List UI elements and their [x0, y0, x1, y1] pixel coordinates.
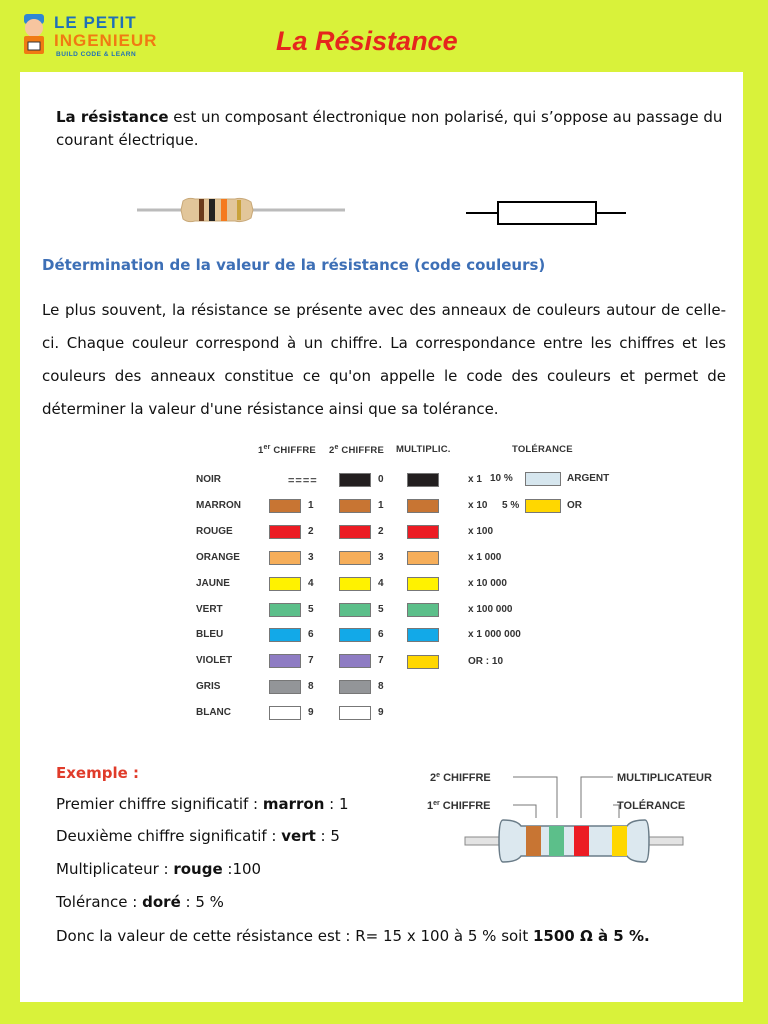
first-digit-value-marron: 1	[308, 500, 314, 511]
second-digit-swatch-blanc	[339, 706, 371, 720]
diagram-band-1	[526, 826, 541, 856]
page-title: La Résistance	[276, 26, 458, 56]
header-first-digit: 1er CHIFFRE	[258, 444, 316, 457]
first-digit-value-rouge: 2	[308, 526, 314, 537]
color-code-table	[20, 72, 743, 732]
first-digit-value-bleu: 6	[308, 629, 314, 640]
second-digit-value-marron: 1	[378, 500, 384, 511]
mult-swatch-jaune	[407, 577, 439, 591]
color-name-orange: ORANGE	[196, 552, 240, 563]
first-digit-value-violet: 7	[308, 655, 314, 666]
example-line-1: Premier chiffre significatif : marron : 1	[56, 795, 349, 813]
noir-first-digit: ====	[288, 475, 318, 487]
second-digit-value-bleu: 6	[378, 629, 384, 640]
mult-swatch-rouge	[407, 525, 439, 539]
logo-tagline: BUILD CODE & LEARN	[56, 51, 137, 58]
first-digit-value-blanc: 9	[308, 707, 314, 718]
color-name-noir: NOIR	[196, 474, 221, 485]
content-card	[20, 72, 743, 1002]
mult-swatch-marron	[407, 499, 439, 513]
mult-value-noir: x 1	[468, 474, 482, 485]
header-tolerance: TOLÉRANCE	[512, 444, 573, 455]
second-digit-value-gris: 8	[378, 681, 384, 692]
first-digit-swatch-vert	[269, 603, 301, 617]
example-title: Exemple :	[56, 764, 139, 782]
first-digit-swatch-blanc	[269, 706, 301, 720]
first-digit-value-orange: 3	[308, 552, 314, 563]
label-tolerance: TOLÉRANCE	[617, 800, 686, 812]
resistor-band-diagram	[425, 762, 725, 892]
second-digit-value-blanc: 9	[378, 707, 384, 718]
example-line-4: Tolérance : doré : 5 %	[56, 893, 224, 911]
section-heading: Détermination de la valeur de la résistance (code couleurs)	[42, 256, 546, 274]
tolerance-pct-argent: 10 %	[490, 473, 513, 484]
tolerance-swatch-or	[525, 499, 561, 513]
second-digit-value-orange: 3	[378, 552, 384, 563]
label-first-digit: 1er CHIFFRE	[427, 800, 491, 812]
second-digit-swatch-orange	[339, 551, 371, 565]
intro-text: est un composant électronique non polarisé, qui s’oppose au passage du courant électrique.	[56, 108, 723, 149]
first-digit-value-gris: 8	[308, 681, 314, 692]
mult-value-rouge: x 100	[468, 526, 494, 537]
diagram-band-2	[549, 826, 564, 856]
tolerance-pct-or: 5 %	[502, 500, 520, 511]
second-digit-swatch-violet	[339, 654, 371, 668]
color-name-bleu: BLEU	[196, 629, 224, 640]
diagram-band-4	[612, 826, 627, 856]
color-name-marron: MARRON	[196, 500, 241, 511]
color-name-vert: VERT	[196, 604, 223, 615]
mult-swatch-bleu	[407, 628, 439, 642]
mult-value-orange: x 1 000	[468, 552, 502, 563]
leader-multiplier	[581, 777, 613, 818]
second-digit-value-violet: 7	[378, 655, 384, 666]
logo	[20, 12, 180, 62]
example-line-5: Donc la valeur de cette résistance est : R= 15 x 100 à 5 % soit 1500 Ω à 5 %.	[56, 927, 650, 945]
mult-label-or: OR : 10	[468, 656, 504, 667]
example-line-3: Multiplicateur : rouge :100	[56, 860, 262, 878]
first-digit-value-jaune: 4	[308, 578, 314, 589]
second-digit-swatch-jaune	[339, 577, 371, 591]
mult-swatch-orange	[407, 551, 439, 565]
mult-swatch-or	[407, 655, 439, 669]
first-digit-swatch-bleu	[269, 628, 301, 642]
label-multiplier: MULTIPLICATEUR	[617, 772, 712, 784]
logo-line-2: INGENIEUR	[54, 31, 158, 50]
header-multiplier: MULTIPLIC.	[396, 444, 451, 455]
mult-value-jaune: x 10 000	[468, 578, 507, 589]
example-line-2: Deuxième chiffre significatif : vert : 5	[56, 827, 340, 845]
mult-swatch-vert	[407, 603, 439, 617]
first-digit-swatch-gris	[269, 680, 301, 694]
diagram-band-3	[574, 826, 589, 856]
second-digit-value-jaune: 4	[378, 578, 384, 589]
color-name-blanc: BLANC	[196, 707, 231, 718]
kid-mascot-icon	[20, 14, 48, 56]
description-paragraph: Le plus souvent, la résistance se présente avec des anneaux de couleurs autour de celle-ci. Chaque couleur correspond à un chiffre. La correspondance entre les chiffres et les couleurs des anneaux constitue ce qu'on appelle le code des couleurs et permet de déterminer la valeur d'une résistance ainsi que sa tolérance.	[42, 301, 726, 418]
tolerance-name-or: OR	[567, 500, 582, 511]
first-digit-swatch-orange	[269, 551, 301, 565]
color-name-rouge: ROUGE	[196, 526, 233, 537]
second-digit-value-vert: 5	[378, 604, 384, 615]
second-digit-swatch-vert	[339, 603, 371, 617]
second-digit-swatch-rouge	[339, 525, 371, 539]
second-digit-swatch-marron	[339, 499, 371, 513]
second-digit-value-rouge: 2	[378, 526, 384, 537]
tolerance-swatch-argent	[525, 472, 561, 486]
first-digit-swatch-rouge	[269, 525, 301, 539]
header-second-digit: 2e CHIFFRE	[329, 444, 384, 457]
first-digit-swatch-jaune	[269, 577, 301, 591]
logo-line-1: LE PETIT	[54, 13, 137, 32]
leader-second	[513, 777, 557, 818]
mult-value-marron: x 10	[468, 500, 488, 511]
intro-term: La résistance	[56, 108, 169, 126]
color-name-jaune: JAUNE	[196, 578, 230, 589]
label-second-digit: 2e CHIFFRE	[430, 772, 491, 784]
first-digit-swatch-marron	[269, 499, 301, 513]
second-digit-swatch-gris	[339, 680, 371, 694]
mult-swatch-noir	[407, 473, 439, 487]
second-digit-swatch-noir	[339, 473, 371, 487]
second-digit-swatch-bleu	[339, 628, 371, 642]
second-digit-value-noir: 0	[378, 474, 384, 485]
first-digit-value-vert: 5	[308, 604, 314, 615]
color-name-gris: GRIS	[196, 681, 221, 692]
mult-value-bleu: x 1 000 000	[468, 629, 521, 640]
color-name-violet: VIOLET	[196, 655, 233, 666]
mult-value-vert: x 100 000	[468, 604, 513, 615]
tolerance-name-argent: ARGENT	[567, 473, 610, 484]
first-digit-swatch-violet	[269, 654, 301, 668]
leader-first	[513, 805, 536, 818]
